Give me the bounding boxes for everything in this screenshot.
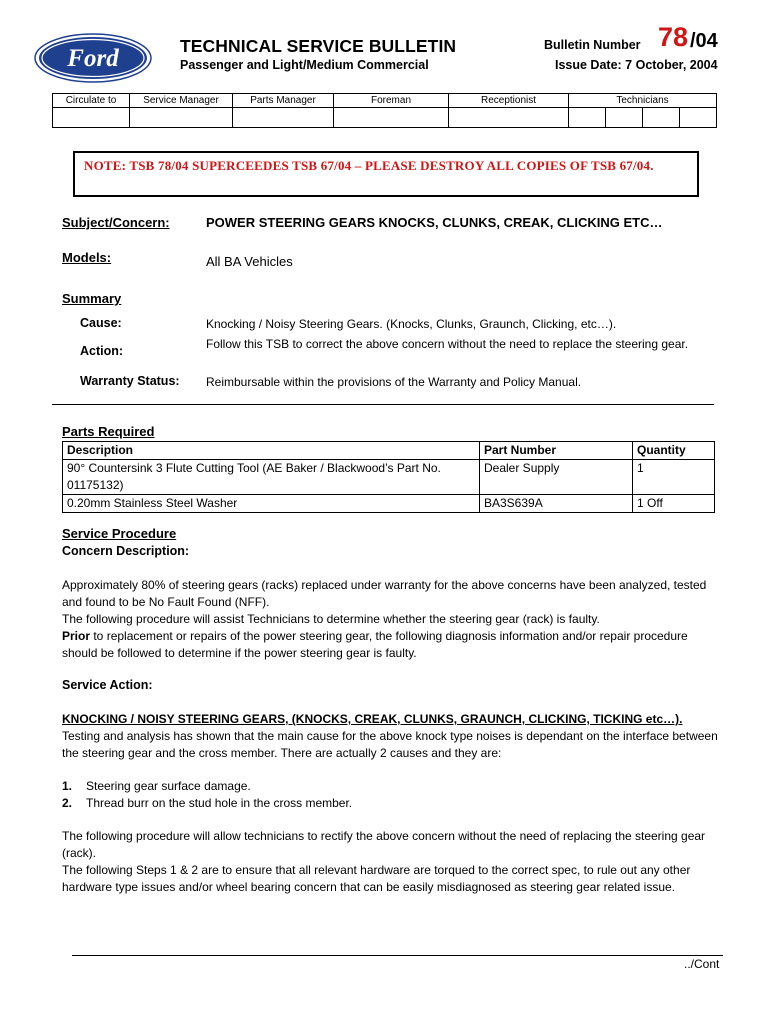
table-row [63, 460, 715, 495]
subject-value: POWER STEERING GEARS KNOCKS, CLUNKS, CREAK, CLICKING ETC… [206, 215, 663, 230]
circulation-cell [334, 108, 449, 128]
circulation-cell [569, 108, 606, 128]
part-number-header: Part Number [480, 442, 633, 460]
bulletin-number-label: Bulletin Number [544, 38, 641, 52]
foreman-header: Foreman [334, 94, 449, 108]
circulation-cell [680, 108, 717, 128]
circulation-cell [606, 108, 643, 128]
list-number: 1. [62, 779, 73, 793]
bulletin-title: TECHNICAL SERVICE BULLETIN [180, 36, 457, 56]
part-description: 90° Countersink 3 Flute Cutting Tool (AE Baker / Blackwood’s Part No. 01175132) [63, 460, 480, 495]
bulletin-subtitle: Passenger and Light/Medium Commercial [180, 58, 429, 72]
part-description: 0.20mm Stainless Steel Washer [63, 495, 480, 513]
supersede-note: NOTE: TSB 78/04 SUPERCEEDES TSB 67/04 – PLEASE DESTROY ALL COPIES OF TSB 67/04. [84, 158, 654, 173]
cause-value: Knocking / Noisy Steering Gears. (Knocks, Clunks, Graunch, Clicking, etc…). [206, 317, 617, 331]
parts-table [62, 441, 715, 513]
receptionist-header: Receptionist [449, 94, 569, 108]
knocking-heading: KNOCKING / NOISY STEERING GEARS, (KNOCKS, CREAK, CLUNKS, GRAUNCH, CLICKING, TICKING etc…). [62, 712, 683, 726]
list-item [62, 795, 352, 812]
procedure-paragraph-5: The following procedure will allow technicians to rectify the above concern without the need of replacing the steering gear (rack). [62, 829, 706, 860]
quantity-header: Quantity [633, 442, 715, 460]
ford-logo [34, 33, 152, 83]
issue-date: Issue Date: 7 October, 2004 [555, 58, 718, 72]
description-header: Description [63, 442, 480, 460]
service-action-heading: Service Action: [62, 678, 153, 692]
action-label: Action: [80, 344, 124, 358]
concern-description-heading: Concern Description: [62, 544, 190, 558]
procedure-paragraph-6: The following Steps 1 & 2 are to ensure that all relevant hardware are torqued to the correct spec, to rule out any other hardware type issues and/or wheel bearing concern that can be easily misdiagnosed as steering gear related issue. [62, 863, 691, 894]
circulation-cell [130, 108, 233, 128]
warranty-value: Reimbursable within the provisions of the Warranty and Policy Manual. [206, 375, 582, 389]
cause-label: Cause: [80, 316, 122, 330]
models-value: All BA Vehicles [206, 254, 293, 269]
parts-manager-header: Parts Manager [233, 94, 334, 108]
part-quantity: 1 [633, 460, 715, 495]
circulation-cell [449, 108, 569, 128]
subject-label: Subject/Concern: [62, 215, 170, 230]
service-manager-header: Service Manager [130, 94, 233, 108]
list-text: Thread burr on the stud hole in the cross member. [86, 796, 353, 810]
technicians-header: Technicians [569, 94, 717, 108]
footer-divider [72, 955, 723, 956]
bulletin-number: 78 [658, 22, 689, 52]
prior-emphasis: Prior [62, 629, 91, 643]
warranty-label: Warranty Status: [80, 374, 180, 388]
part-quantity: 1 Off [633, 495, 715, 513]
section-divider [52, 404, 714, 405]
circulation-table [52, 93, 717, 128]
models-label: Models: [62, 250, 112, 265]
concern-paragraph-3-text: to replacement or repairs of the power steering gear, the following diagnosis information and/or repair procedure should be followed to determine if the power steering gear is faulty. [62, 629, 688, 660]
circulation-cell [233, 108, 334, 128]
concern-paragraph-2: The following procedure will assist Technicians to determine whether the steering gear (rack) is faulty. [62, 612, 600, 626]
list-text: Steering gear surface damage. [86, 779, 251, 793]
circulate-to-header: Circulate to [53, 94, 130, 108]
concern-paragraph-1: Approximately 80% of steering gears (racks) replaced under warranty for the above concerns have been analyzed, tested and found to be No Fault Found (NFF). [62, 578, 707, 609]
service-procedure-heading: Service Procedure [62, 526, 177, 541]
parts-heading: Parts Required [62, 424, 155, 439]
testing-paragraph: Testing and analysis has shown that the main cause for the above knock type noises is dependant on the interface between the steering gear and the cross member. There are actually 2 causes and they are: [62, 729, 718, 760]
circulation-cell [53, 108, 130, 128]
continued-marker: ../Cont [684, 957, 720, 971]
summary-heading: Summary [62, 291, 122, 306]
svg-text:Ford: Ford [67, 45, 119, 72]
concern-paragraph-3 [62, 628, 722, 662]
part-number: Dealer Supply [480, 460, 633, 495]
bulletin-year: /04 [690, 30, 718, 52]
action-value: Follow this TSB to correct the above concern without the need to replace the steering gear. [206, 337, 689, 351]
circulation-cell [643, 108, 680, 128]
list-item [62, 778, 251, 795]
list-number: 2. [62, 796, 73, 810]
part-number: BA3S639A [480, 495, 633, 513]
table-row [63, 495, 715, 513]
